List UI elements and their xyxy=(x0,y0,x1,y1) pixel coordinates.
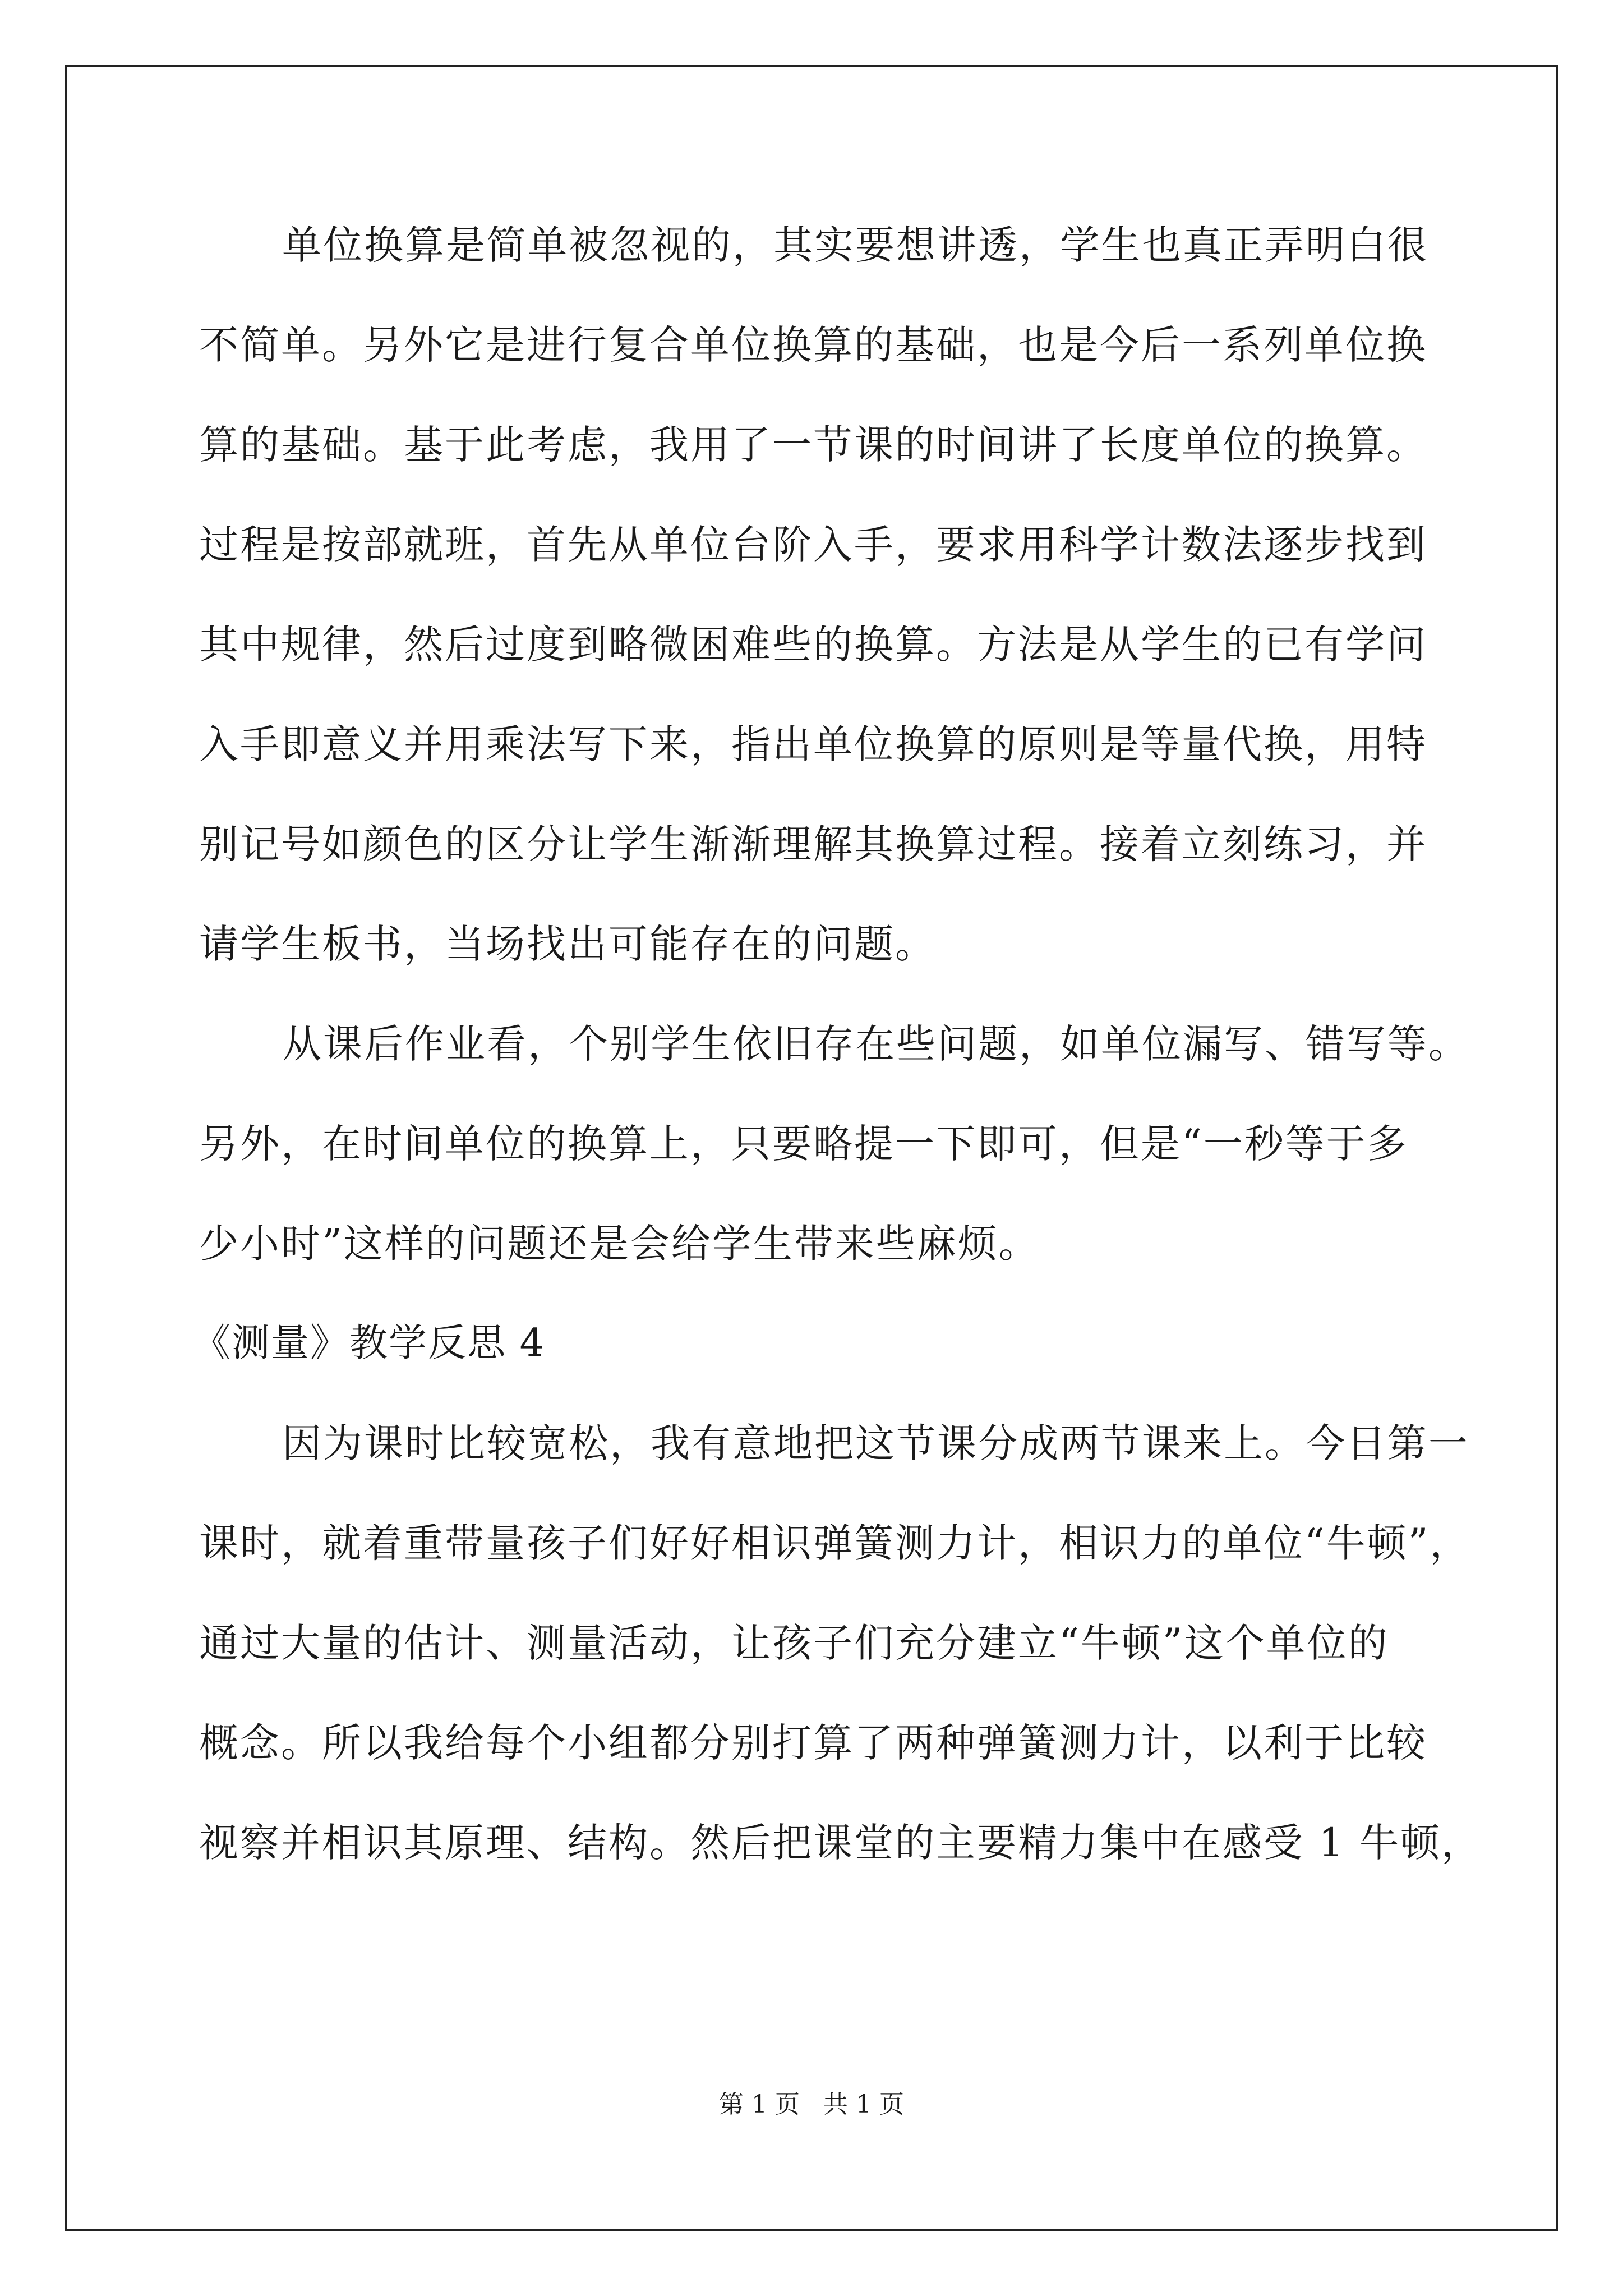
paragraph-line: 别记号如颜色的区分让学生渐渐理解其换算过程。接着立刻练习，并 xyxy=(199,821,1427,867)
paragraph-line: 单位换算是简单被忽视的，其实要想讲透，学生也真正弄明白很 xyxy=(282,222,1428,268)
paragraph-line: 另外，在时间单位的换算上，只要略提一下即可，但是“一秒等于多 xyxy=(199,1121,1408,1167)
paragraph-line: 课时，就着重带量孩子们好好相识弹簧测力计，相识力的单位“牛顿”， xyxy=(199,1520,1471,1566)
paragraph-line: 视察并相识其原理、结构。然后把课堂的主要精力集中在感受 1 牛顿， xyxy=(199,1820,1483,1866)
paragraph-line: 过程是按部就班，首先从单位台阶入手，要求用科学计数法逐步找到 xyxy=(199,522,1427,568)
paragraph-line: 入手即意义并用乘法写下来，指出单位换算的原则是等量代换，用特 xyxy=(199,721,1427,767)
paragraph-line: 概念。所以我给每个小组都分别打算了两种弹簧测力计，以利于比较 xyxy=(199,1720,1427,1766)
paragraph-line: 少小时”这样的问题还是会给学生带来些麻烦。 xyxy=(199,1221,1040,1267)
paragraph-line: 其中规律，然后过度到略微困难些的换算。方法是从学生的已有学问 xyxy=(199,622,1427,668)
section-heading: 《测量》教学反思 4 xyxy=(192,1321,545,1365)
page-footer: 第 1 页 共 1 页 xyxy=(719,2090,904,2119)
paragraph-line: 从课后作业看，个别学生依旧存在些问题，如单位漏写、错写等。 xyxy=(282,1021,1469,1067)
paragraph-line: 通过大量的估计、测量活动，让孩子们充分建立“牛顿”这个单位的 xyxy=(199,1620,1389,1666)
paragraph-line: 算的基础。基于此考虑，我用了一节课的时间讲了长度单位的换算。 xyxy=(199,422,1427,468)
paragraph-line: 因为课时比较宽松，我有意地把这节课分成两节课来上。今日第一 xyxy=(282,1420,1469,1466)
paragraph-line: 不简单。另外它是进行复合单位换算的基础，也是今后一系列单位换 xyxy=(199,322,1427,368)
paragraph-line: 请学生板书，当场找出可能存在的问题。 xyxy=(199,921,936,967)
